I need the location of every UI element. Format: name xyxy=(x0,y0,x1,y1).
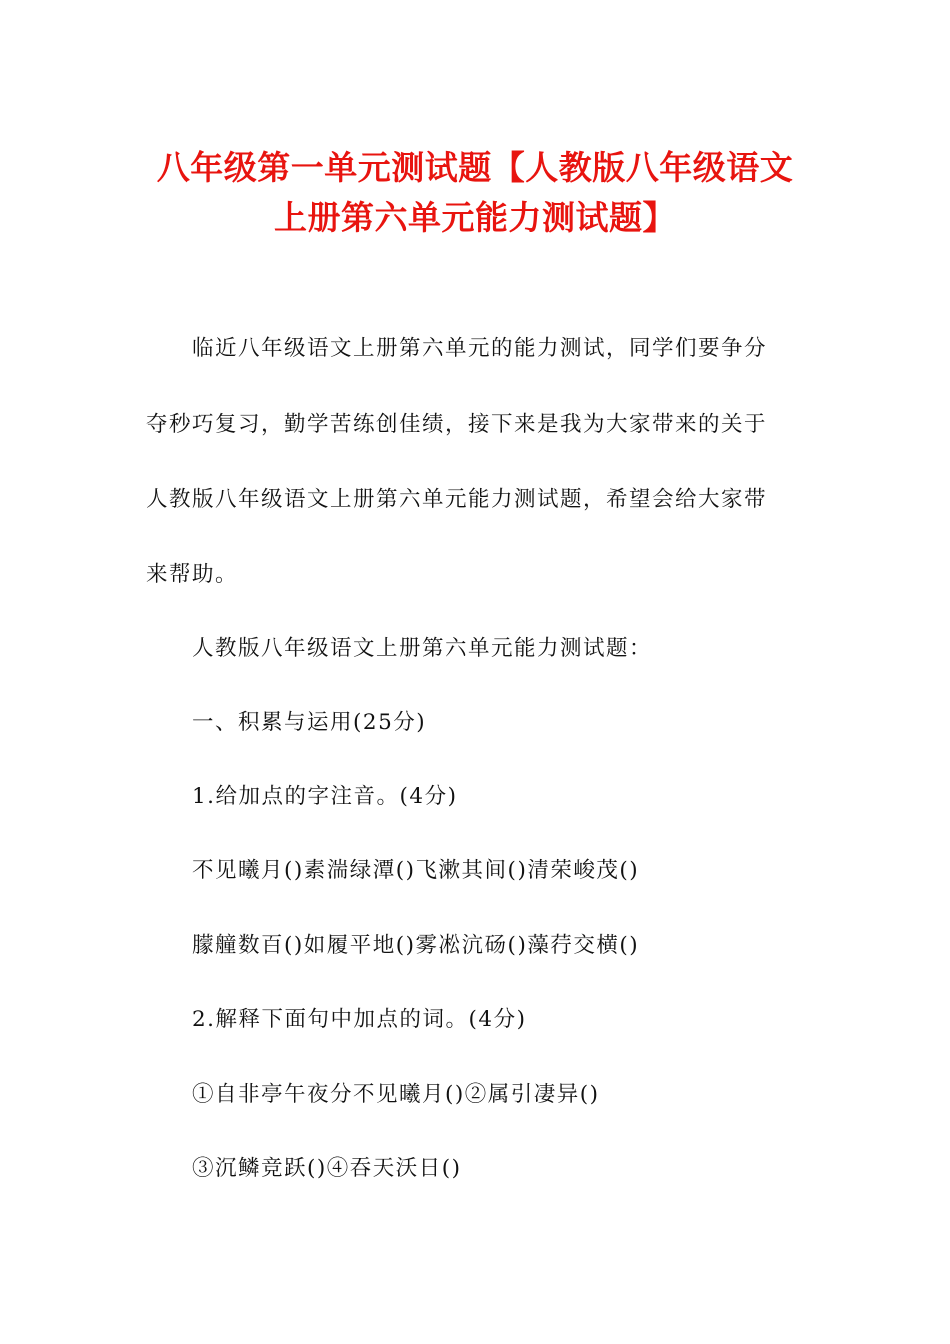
question-1-line-2: 朦艟数百()如履平地()雾凇沆砀()藻荇交横() xyxy=(192,933,640,958)
intro-line-1: 临近八年级语文上册第六单元的能力测试，同学们要争分 xyxy=(192,336,768,361)
title-line-1: 八年级第一单元测试题【人教版八年级语文 xyxy=(156,148,794,187)
question-1-line-1: 不见曦月()素湍绿潭()飞漱其间()清荣峻茂() xyxy=(192,858,640,883)
intro-line-4: 来帮助。 xyxy=(146,562,239,587)
question-1: 1.给加点的字注音。(4分) xyxy=(192,784,458,809)
document-title xyxy=(140,143,810,243)
section-heading: 一、积累与运用(25分) xyxy=(192,710,427,735)
question-2: 2.解释下面句中加点的词。(4分) xyxy=(192,1007,527,1032)
intro-line-2: 夺秒巧复习，勤学苦练创佳绩，接下来是我为大家带来的关于 xyxy=(146,412,768,437)
title-line-2: 上册第六单元能力测试题】 xyxy=(274,198,676,237)
question-2-line-1: ①自非亭午夜分不见曦月()②属引凄异() xyxy=(192,1082,600,1107)
question-2-line-2: ③沉鳞竞跃()④吞天沃日() xyxy=(192,1156,462,1181)
intro-line-3: 人教版八年级语文上册第六单元能力测试题，希望会给大家带 xyxy=(146,487,768,512)
test-heading: 人教版八年级语文上册第六单元能力测试题： xyxy=(192,636,653,661)
